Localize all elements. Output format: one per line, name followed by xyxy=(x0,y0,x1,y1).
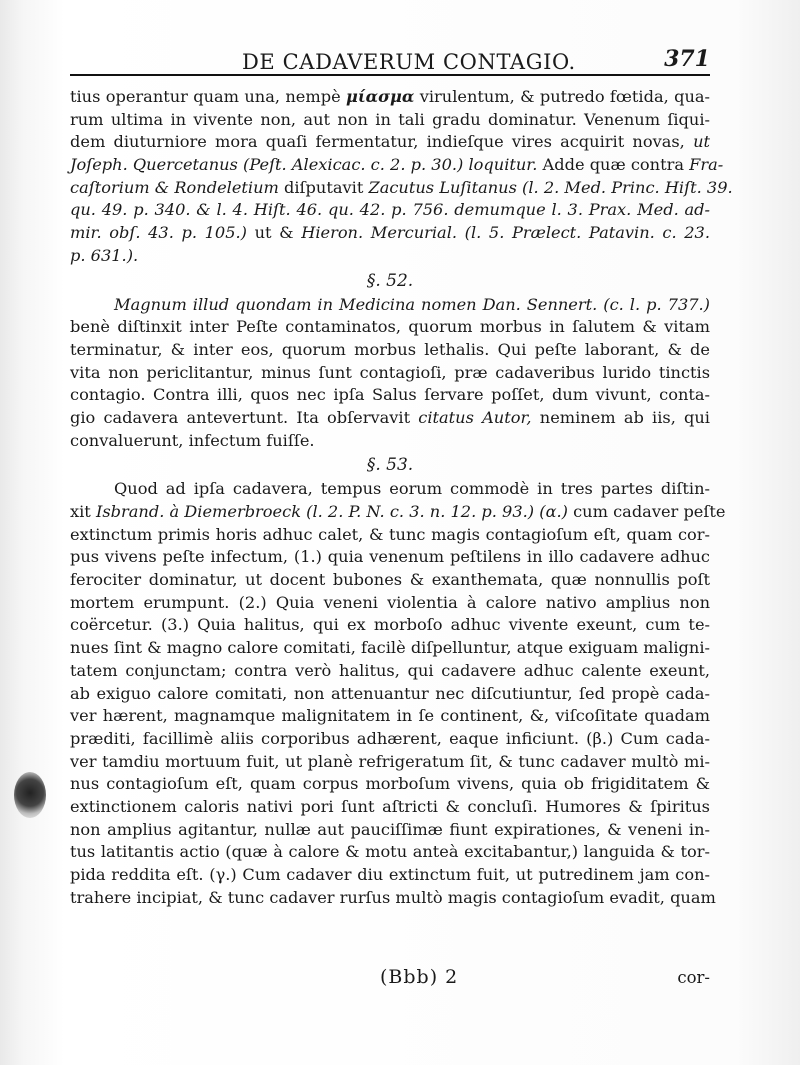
text-line: convaluerunt, infectum fuiſſe. xyxy=(70,430,315,450)
text-line: p. 631.). xyxy=(70,245,139,265)
text-line: nus contagioſum eſt, quam corpus morboſum vivens, quia ob frigiditatem & xyxy=(70,774,710,794)
text-line: Quod ad ipſa cadavera, tempus eorum commodè in tres partes diſtin- xyxy=(114,479,710,499)
section-heading: §. 53. xyxy=(366,455,414,476)
text-line: terminatur, & inter eos, quorum morbus lethalis. Qui peſte laborant, & de xyxy=(70,339,710,359)
text-line: contagio. Contra illi, quos nec ipſa Salus ſervare poſſet, dum vivunt, conta- xyxy=(70,385,710,405)
text-line: tius operantur quam una, nempè μίασμα virulentum, & putredo fœtida, qua- xyxy=(70,87,710,106)
text-line: coërcetur. (3.) Quia halitus, qui ex morboſo adhuc vivente exeunt, cum te- xyxy=(70,615,710,635)
text-line: benè diſtinxit inter Peſte contaminatos, quorum morbus in ſalutem & vitam xyxy=(70,317,710,337)
section-52 xyxy=(70,268,710,453)
text-line: mortem erumpunt. (2.) Quia veneni violentia à calore nativo amplius non xyxy=(70,592,710,612)
section-53 xyxy=(70,452,726,909)
text-line: ferociter dominatur, ut docent bubones & exanthemata, quæ nonnullis poſt xyxy=(70,570,710,590)
text-line: pida reddita eſt. (γ.) Cum cadaver diu extinctum fuit, ut putredinem jam con- xyxy=(70,865,710,884)
text-line: qu. 49. p. 340. & l. 4. Hiſt. 46. qu. 42. p. 756. demumque l. 3. Prax. Med. ad- xyxy=(70,200,710,220)
text-line: ab exiguo calore comitati, non attenuantur nec diſcutiuntur, ſed propè cada- xyxy=(70,683,710,703)
text-line: trahere incipiat, & tunc cadaver rurſus multò magis contagioſum evadit, quam xyxy=(70,887,716,907)
catchword: cor- xyxy=(677,968,710,987)
text-line: tus latitantis actio (quæ à calore & motu anteà excitabantur,) languida & tor- xyxy=(70,842,710,862)
section-heading: §. 52. xyxy=(366,270,414,291)
text-line: dem diuturniore mora quaſi fermentatur, indieſque vires acquirit novas, ut xyxy=(70,132,710,152)
page-footer xyxy=(70,966,710,996)
text-line: xit Isbrand. à Diemerbroeck (l. 2. P. N. c. 3. n. 12. p. 93.) (α.) cum cadaver peſte xyxy=(70,502,726,521)
page-body xyxy=(70,86,733,909)
text-line: extinctionem caloris nativi pori ſunt aſtricti & concluſi. Humores & ſpiritus xyxy=(70,796,710,816)
page-header xyxy=(70,44,710,84)
text-line: rum ultima in vivente non, aut non in tali gradu dominatur. Venenum ſiqui- xyxy=(70,109,710,129)
paragraph-1 xyxy=(70,86,733,268)
text-line: mir. obſ. 43. p. 105.) ut & Hieron. Mercurial. (l. 5. Prælect. Patavin. c. 23. xyxy=(70,223,710,243)
text-line: non amplius agitantur, nullæ aut pauciſſimæ fiunt expirationes, & veneni in- xyxy=(70,819,710,839)
text-line: tatem conjunctam; contra verò halitus, qui cadavere adhuc calente exeunt, xyxy=(70,660,710,680)
running-title: DE CADAVERUM CONTAGIO. xyxy=(242,50,576,74)
text-line: ver hærent, magnamque malignitatem in ſe continent, &, viſcoſitate quadam xyxy=(70,706,710,726)
text-line: Magnum illud quondam in Medicina nomen Dan. Sennert. (c. l. p. 737.) xyxy=(114,294,710,314)
text-line: extinctum primis horis adhuc calet, & tunc magis contagioſum eſt, quam cor- xyxy=(70,524,710,544)
page-number: 371 xyxy=(664,46,710,72)
signature-mark: (Bbb) 2 xyxy=(380,966,459,988)
text-line: caſtorium & Rondeletium diſputavit Zacutus Luſitanus (l. 2. Med. Princ. Hiſt. 39. xyxy=(70,177,733,197)
header-rule xyxy=(70,74,710,76)
text-line: gio cadavera antevertunt. Ita obſervavit citatus Autor, neminem ab iis, qui xyxy=(70,407,710,427)
text-line: vita non periclitantur, minus ſunt contagioſi, præ cadaveribus lurido tinctis xyxy=(70,362,710,382)
ink-blot xyxy=(14,772,46,818)
text-line: præditi, facillimè aliis corporibus adhærent, eaque inficiunt. (β.) Cum cada- xyxy=(70,728,710,748)
text-line: Joſeph. Quercetanus (Peſt. Alexicac. c. 2. p. 30.) loquitur. Adde quæ contra Fra- xyxy=(70,155,724,175)
text-line: ver tamdiu mortuum fuit, ut planè refrigeratum ſit, & tunc cadaver multò mi- xyxy=(70,751,710,771)
text-line: pus vivens peſte infectum, (1.) quia venenum peſtilens in illo cadavere adhuc xyxy=(70,547,710,567)
text-line: nues ſint & magno calore comitati, facilè diſpelluntur, atque exiguam maligni- xyxy=(70,638,710,658)
